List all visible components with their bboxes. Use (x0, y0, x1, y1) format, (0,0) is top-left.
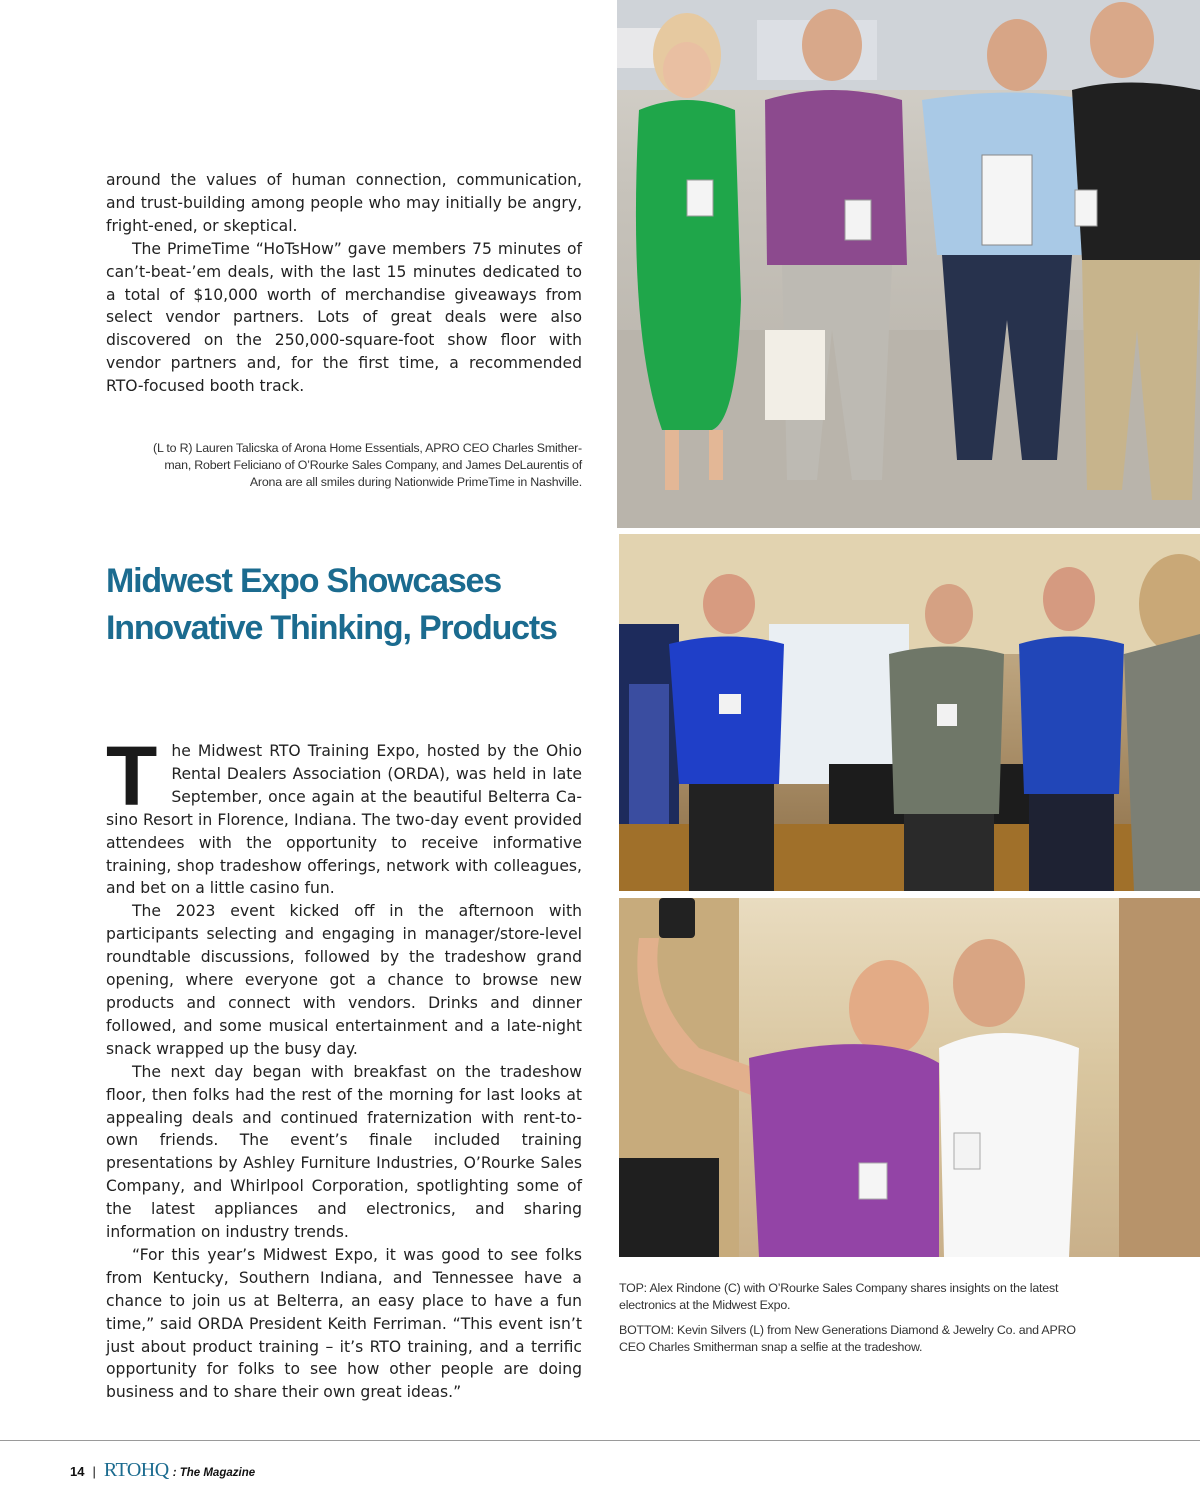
article-headline: Midwest Expo Showcases Innovative Thinking, Products (106, 562, 557, 647)
footer-separator: | (92, 1464, 96, 1479)
page-number: 14 (70, 1464, 85, 1479)
footer-divider (0, 1440, 1200, 1441)
article-paragraph-2: The 2023 event kicked off in the afternoon with participants selecting and engaging in manager/store-level roundtable discussions, followed by the tradeshow grand opening, where everyone got a chance to browse new products and connect with vendors. Drinks and dinner followed, and some musical entertainment and a late-night snack wrapped up the busy day. (106, 902, 582, 1058)
article-paragraph-3: The next day began with breakfast on the tradeshow floor, then folks had the rest of the morning for last looks at appealing deals and continued fraternization with rent-to-own friends. The event’s finale included training presentations by Ashley Furniture Industries, O’Rourke Sales Company, and Whirlpool Corporation, spotlighting some of the latest appliances and electronics, and sharing information on industry trends. (106, 1062, 582, 1242)
photo-midwest-expo-booth (619, 534, 1200, 891)
caption-bottom-photo: BOTTOM: Kevin Silvers (L) from New Generations Diamond & Jewelry Co. and APRO CEO Charles Smitherman snap a selfie at the tradeshow. (619, 1323, 1076, 1354)
photo-caption-nashville: (L to R) Lauren Talicska of Arona Home Essentials, APRO CEO Charles Smither-man, Robert Feliciano of O’Rourke Sales Company, and James DeLaurentis of Arona are all smiles during Nationwide PrimeTime in Nashville. (153, 441, 582, 489)
drop-cap: T (106, 729, 158, 823)
caption-top-photo: TOP: Alex Rindone (C) with O’Rourke Sales Company shares insights on the latest electronics at the Midwest Expo. (619, 1281, 1059, 1312)
article-paragraph-1 (106, 729, 582, 900)
photo-caption-midwest (619, 1280, 1089, 1364)
intro-paragraph-2: The PrimeTime “HoTsHow” gave members 75 minutes of can’t-beat-’em deals, with the last 15 minutes dedicated to a total of $10,000 worth of merchandise giveaways from select vendor partners. Lots of great deals were also discovered on the 250,000-square-foot show floor with vendor partners and, for the first time, a recommended RTO-focused booth track. (106, 239, 582, 396)
intro-text-block (106, 169, 582, 398)
magazine-logo: RTOHQ (103, 1459, 169, 1481)
magazine-tagline: : The Magazine (172, 1467, 256, 1479)
article-paragraph-4: “For this year’s Midwest Expo, it was good to see folks from Kentucky, Southern Indiana, and Tennessee have a chance to join us at Belterra, an easy place to have a fun time,” said ORDA President Keith Ferriman. “This event isn’t just about product training – it’s RTO training, and a terrific opportunity for folks to see how other people are doing business and to share their own great ideas.” (106, 1245, 582, 1402)
photo-selfie (619, 898, 1200, 1257)
article-body (106, 729, 582, 1404)
article-first-paragraph-text: he Midwest RTO Training Expo, hosted by the Ohio Rental Dealers Association (ORDA), was held in late September, once again at the beautiful Belterra Ca-sino Resort in Florence, Indiana. The two-day event provided attendees with the opportunity to receive informative training, shop tradeshow offerings, network with colleagues, and bet on a little casino fun. (106, 742, 582, 898)
page-footer (70, 1459, 255, 1483)
photo-primetime-group (617, 0, 1200, 528)
intro-paragraph-1: around the values of human connection, communication, and trust-building among people who may initially be angry, fright-ened, or skeptical. (106, 171, 582, 235)
